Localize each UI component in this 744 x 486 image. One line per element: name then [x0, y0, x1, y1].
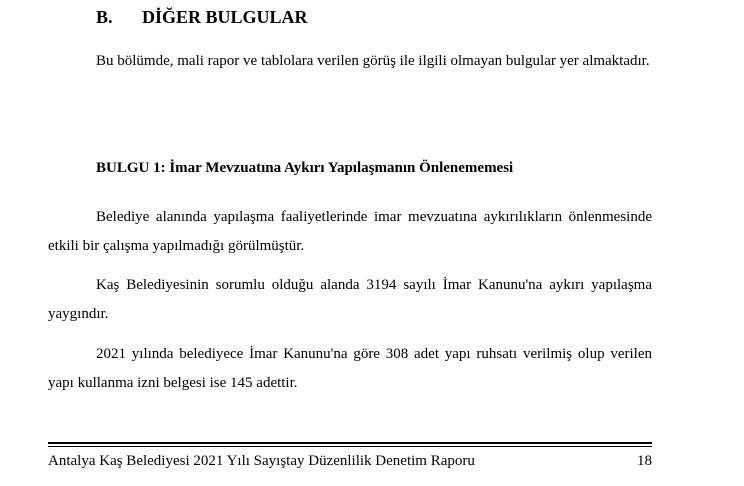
page-number: 18 — [637, 453, 652, 469]
intro-paragraph: Bu bölümde, mali rapor ve tablolara verilen görüş ile ilgili olmayan bulgular yer almaktadır. — [96, 53, 650, 69]
finding-title: BULGU 1: İmar Mevzuatına Aykırı Yapılaşmanın Önlenememesi — [96, 160, 514, 176]
section-heading — [96, 7, 308, 28]
section-title: DİĞER BULGULAR — [142, 7, 308, 27]
finding-paragraph-2: Kaş Belediyesinin sorumlu olduğu alanda 3194 sayılı İmar Kanunu'na aykırı yapılaşma yaygındır. — [48, 277, 652, 322]
section-letter: B. — [96, 7, 113, 27]
finding-paragraph-1: Belediye alanında yapılaşma faaliyetlerinde imar mevzuatına aykırılıkların önlenmesinde etkili bir çalışma yapılmadığı görülmüştür. — [48, 209, 652, 254]
footer-rule-thick — [48, 442, 652, 444]
footer-report-title: Antalya Kaş Belediyesi 2021 Yılı Sayıştay Düzenlilik Denetim Raporu — [48, 453, 475, 469]
footer-rule-thin — [48, 446, 652, 447]
finding-paragraph-3: 2021 yılında belediyece İmar Kanunu'na göre 308 adet yapı ruhsatı verilmiş olup verilen yapı kullanma izni belgesi ise 145 adettir. — [48, 346, 652, 391]
